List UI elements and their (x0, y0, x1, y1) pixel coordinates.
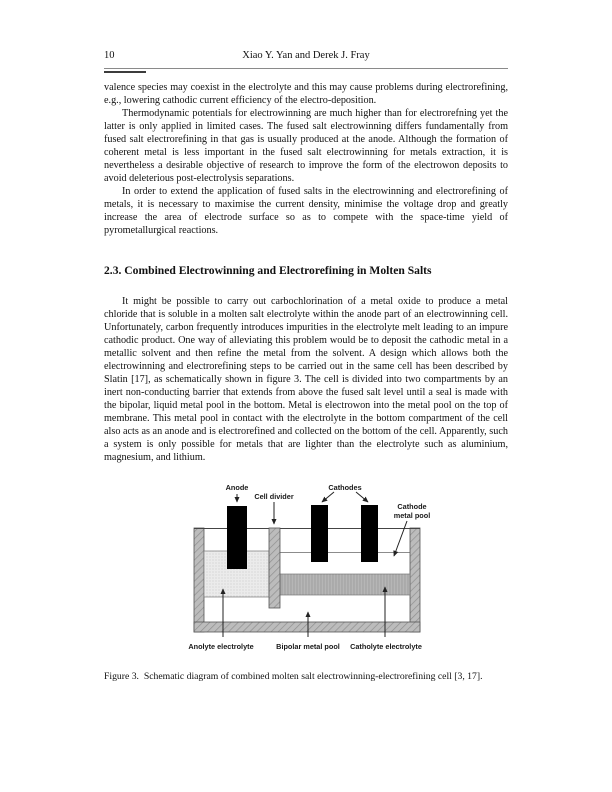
cell-bottom-wall (194, 622, 420, 632)
page-number: 10 (104, 50, 115, 61)
anode-label: Anode (225, 483, 249, 492)
cathode-arrow-left (322, 492, 334, 502)
anode-bar (227, 506, 247, 569)
cell-left-wall (194, 528, 204, 632)
catholyte-electrolyte-region (280, 574, 410, 595)
paragraph-4: It might be possible to carry out carbochlorination of a metal oxide to produce a metal chloride that is soluble in a molten salt electrolyte within the anode part of an electrowinning cell. Unfortunately, carbon frequently introduces impurities in the electrolyte melt leading to an impure cathodic product. One way of alleviating this problem would be to deposit the cathodic metal in a metallic solvent and then refine the metal from the solvent. A design which allows both the electrowinning and electrorefining steps to be carried out in the same cell has been described by Slatin [17], as schematically shown in figure 3. The cell is divided into two compartments by an inert non-conducting barrier that extends from above the fused salt level until a seal is made with the bipolar, liquid metal pool in the bottom. Metal is electrowon into the metal pool on the top of membrane. This metal pool in contact with the electrolyte in the bottom compartment of the cell also acts as an anode and is electrorefined and collected on the bottom of the cell. Apparently, such a system is only possible for metals that are lighter than the electrolyte such as aluminium, magnesium, and lithium. (104, 296, 508, 463)
paragraph-2: Thermodynamic potentials for electrowinning are much higher than for electrorefning yet the latter is only applied in limited cases. The fused salt electrowinning differs fundamentally from fused salt electrorefining in that gas is usually produced at the anode. Although the formation of coherent metal is less important in the fused salt electrowinning for metals extraction, it is nevertheless a desirable objective of research to improve the form of the electrowon deposits to avoid deleterious post-electrolysis separations. (104, 108, 508, 184)
body-text (104, 81, 508, 464)
figure-caption: Figure 3. Schematic diagram of combined molten salt electrowinning-electrorefining cell [3, 17]. (104, 671, 483, 682)
paragraph-1: valence species may coexist in the electrolyte and this may cause problems during electrorefining, e.g., lowering cathodic current efficiency of the electro-deposition. (104, 82, 508, 106)
cell-divider-bar (269, 528, 280, 608)
anolyte-electrolyte-label: Anolyte electrolyte (188, 642, 254, 651)
page-header (104, 50, 508, 66)
running-title: Xiao Y. Yan and Derek J. Fray (242, 50, 370, 61)
section-heading: 2.3. Combined Electrowinning and Electrorefining in Molten Salts (104, 264, 432, 277)
catholyte-electrolyte-label: Catholyte electrolyte (350, 642, 422, 651)
cathode-arrow-right (356, 492, 368, 502)
cell-schematic (188, 481, 440, 655)
paragraph-3: In order to extend the application of fused salts in the electrowinning and electrorefining of metals, it is necessary to maximise the current density, minimise the voltage drop and greatly increase the area of electrode surface so as to compete with the space-time yield of pyrometallurgical reactions. (104, 186, 508, 236)
cathode-metal-pool-label-line1: Cathode (397, 502, 427, 511)
cathode-metal-pool-label-line2: metal pool (393, 511, 431, 520)
cathode-bar-1 (311, 505, 328, 562)
header-rule-dash (104, 71, 146, 73)
cathodes-label: Cathodes (328, 483, 362, 492)
cell-right-wall (410, 528, 420, 632)
bipolar-metal-pool-label: Bipolar metal pool (276, 642, 340, 651)
cell-divider-label: Cell divider (254, 492, 294, 501)
header-rule (104, 68, 508, 69)
figure-3-diagram (188, 481, 440, 655)
cathode-bar-2 (361, 505, 378, 562)
